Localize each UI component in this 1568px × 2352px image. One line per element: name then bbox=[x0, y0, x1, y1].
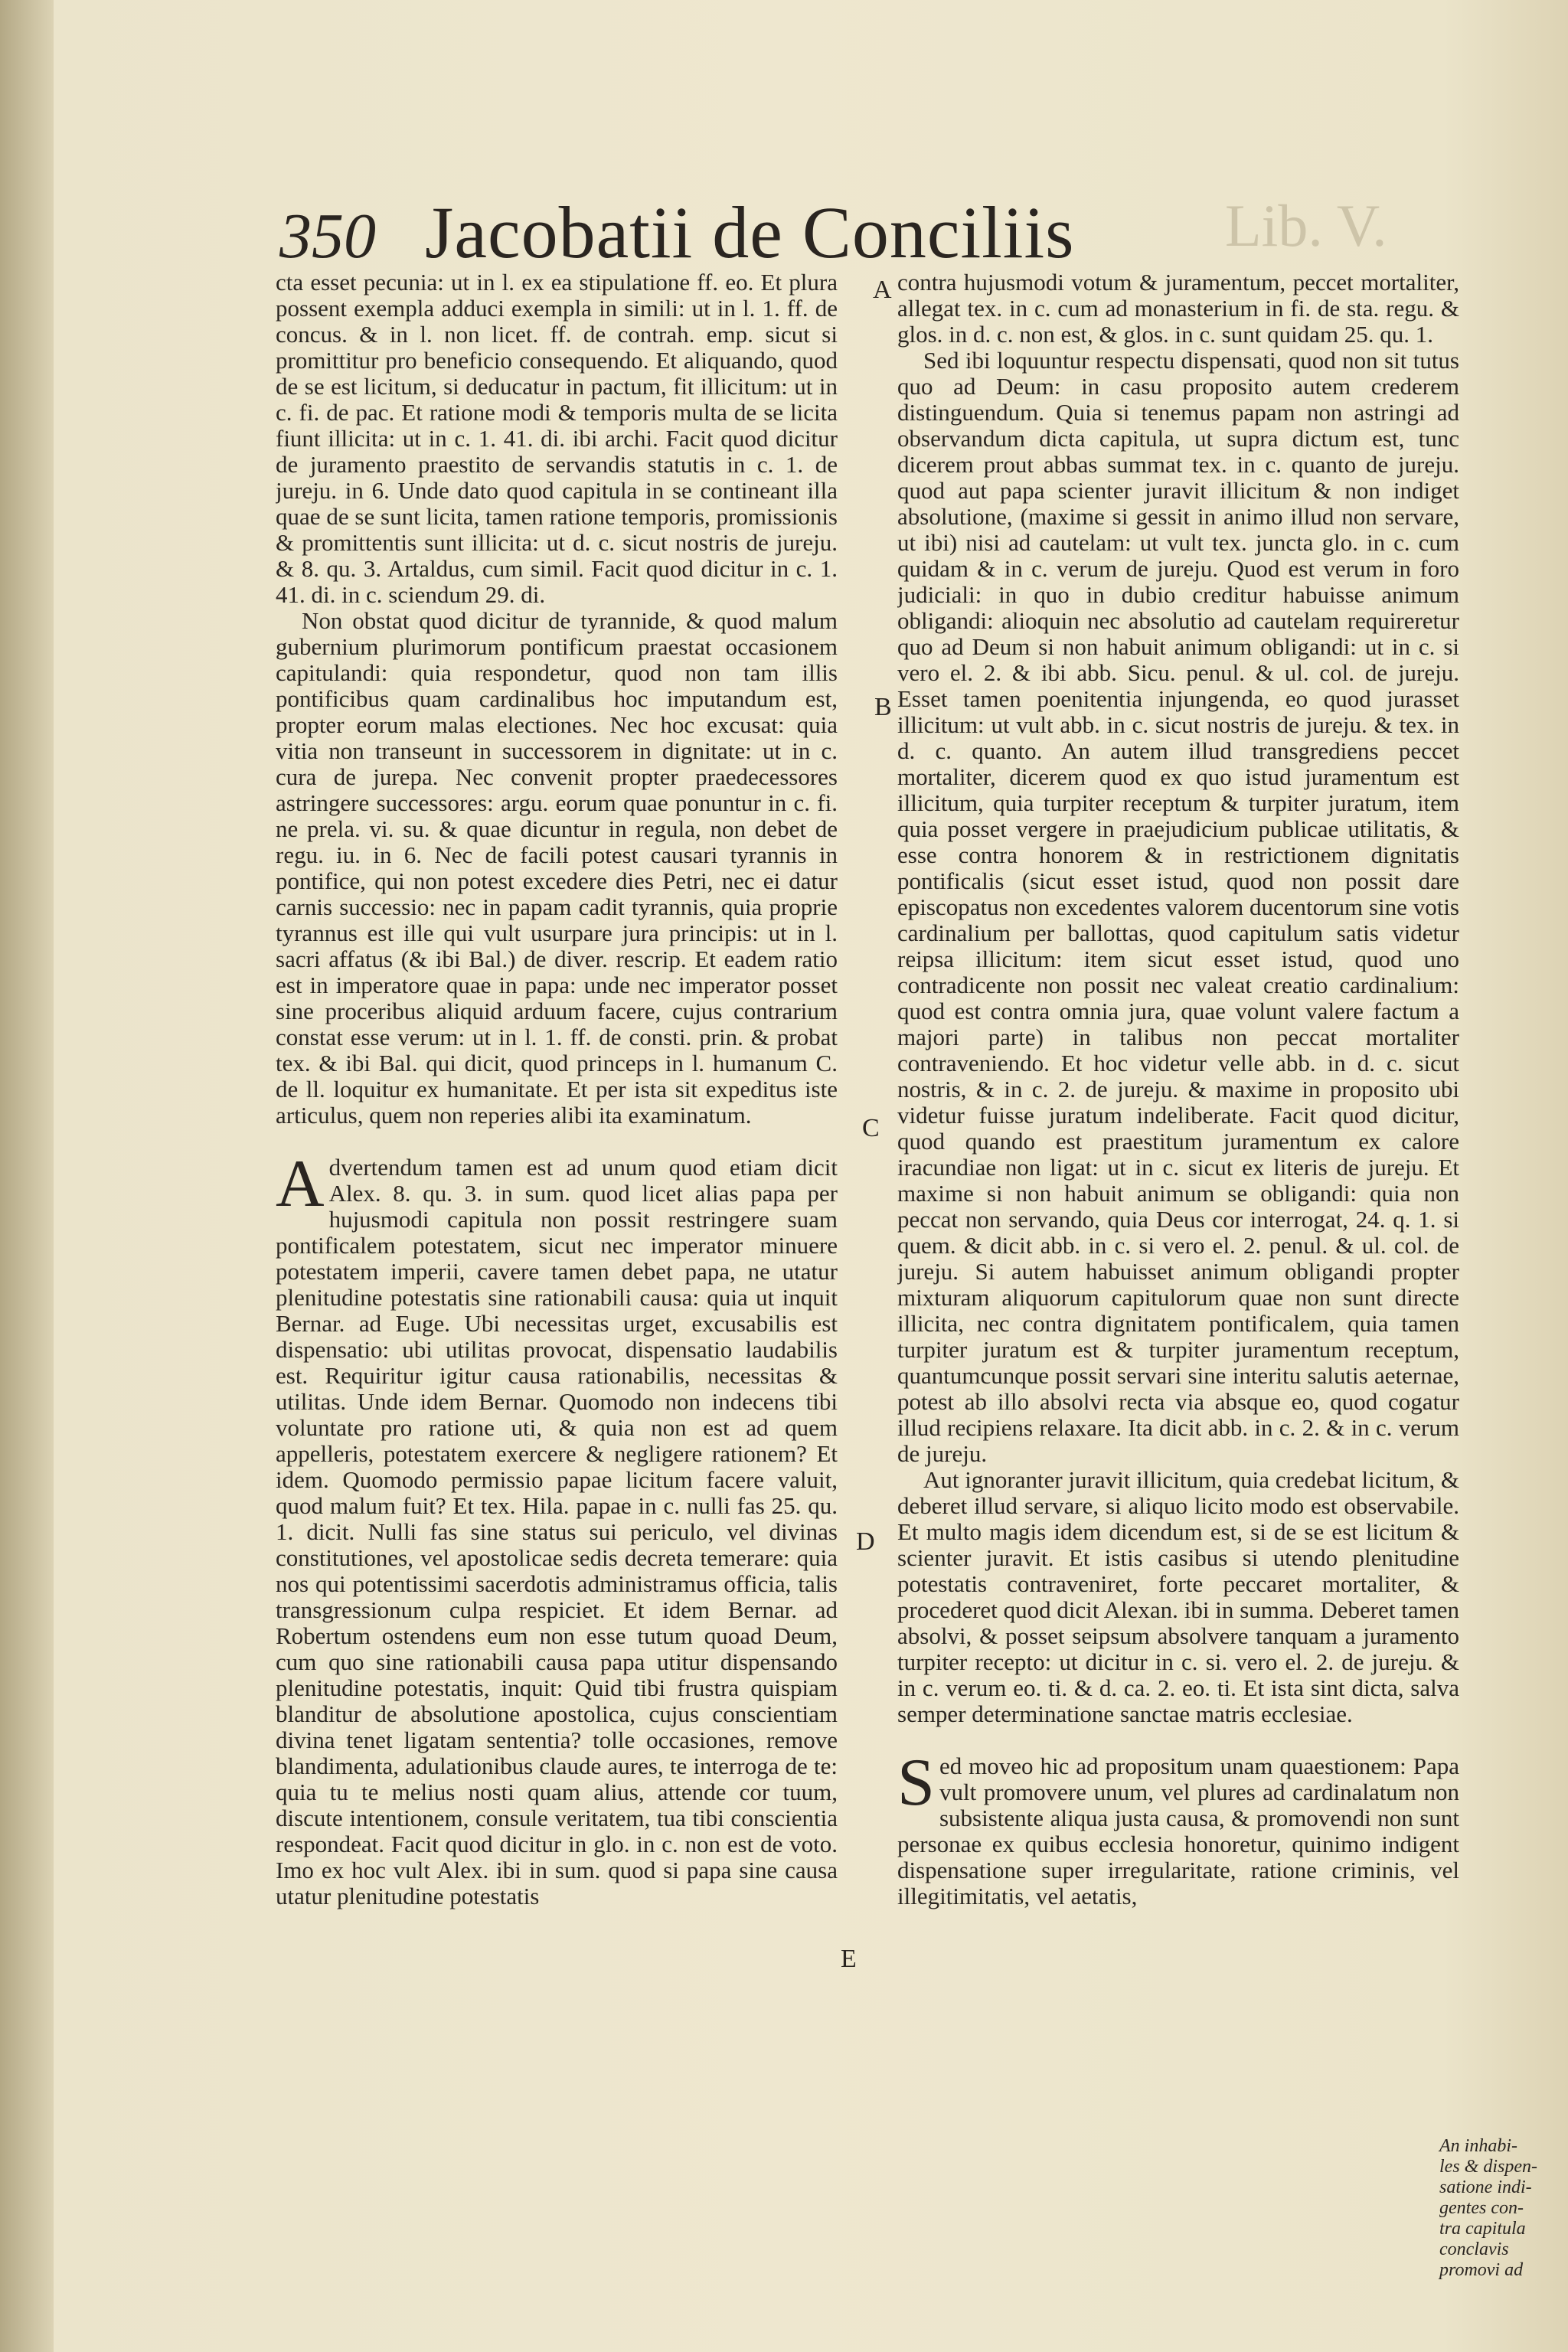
paragraph: Sed moveo hic ad propositum unam quaestionem: Papa vult promovere unum, vel plures ad cardinalatum non subsistente aliqua justa causa, & promovendi non sunt personae ex quibus ecclesia honoretur, quinimo indigent dispensatione super irregularitate, ratione criminis, vel illegitimitatis, vel aetatis, bbox=[897, 1746, 1459, 1909]
section-marker-c: C bbox=[862, 1114, 880, 1142]
section-marker-e: E bbox=[841, 1945, 857, 1973]
paragraph: Non obstat quod dicitur de tyrannide, & quod malum gubernium plurimorum pontificum praestat occasionem capitulandi: quia respondetur, quod non tam illis pontificibus quam cardinalibus hoc imputandum est, propter eorum malas electiones. Nec hoc excusat: quia vitia non transeunt in successorem in dignitate: ut in c. cura de jurepa. Nec convenit propter praedecessores astringere successores: argu. eorum quae ponuntur in c. fi. ne prela. vi. su. & quae dicuntur in regula, non debet de regu. iu. in 6. Nec de facili potest causari tyrannis in pontifice, qui non potest excedere dies Petri, nec ei datur carnis successio: nec in papam cadit tyrannis, quia proprie tyrannus est ille qui vult usurpare jura principis: ut in l. sacri affatus (& ibi Bal.) de diver. rescrip. Et eadem ratio est in imperatore quae in papa: unde nec imperator posset sine proceribus aliquid arduum facere, cujus contrarium constat esse verum: ut in l. 1. ff. de consti. prin. & probat tex. & ibi Bal. qui dicit, quod princeps in l. humanum C. de ll. loquitur ex humanitate. Et per ista sit expeditus iste articulus, quem non reperies alibi ita examinatum. bbox=[276, 607, 838, 1129]
section-marker-d: D bbox=[856, 1527, 875, 1556]
paragraph: Sed ibi loquuntur respectu dispensati, quod non sit tutus quo ad Deum: in casu proposito autem crederem distinguendum. Quia si tenemus papam non astringi ad observandum dicta capitula, ut supra dictum est, tunc dicerem prout abbas summat tex. in c. quanto de jureju. quod aut papa scienter juravit illicitum & non indiget absolutione, (maxime si gessit in animo illud non servare, ut ibi) nisi ad cautelam: ut vult tex. juncta glo. in c. cum quidam & in c. verum de jureju. Quod est verum in foro judiciali: in quo in dubio creditur habuisse animum obligandi: alioquin nec absolutio ad cautelam requireretur quo ad Deum si non habuit animum obligandi: ut in c. si vero el. 2. & ibi abb. Sicu. penul. & ul. col. de jureju. Esset tamen poenitentia injungenda, eo quod jurasset illicitum: ut vult abb. in c. sicut nostris de jureju. & tex. in d. c. quanto. An autem illud transgrediens peccet mortaliter, dicerem quod ex quo istud juramentum est illicitum, quia turpiter receptum & turpiter juratum, item quia posset vergere in praejudicium publicae utilitatis, & esse contra honorem & in restrictionem dignitatis pontificalis (sicut esset istud, quod non possit dare episcopatus non excedentes valorem ducentorum sine votis cardinalium per ballottas, quod capitulum satis videtur reipsa illicitum: item sicut esset istud, quod uno contradicente non possit nec valeat creatio cardinalium: quod est contra omnia jura, quae volunt valere factum a majori parte) in talibus non peccat mortaliter contraveniendo. Et hoc videtur velle abb. in d. c. sicut nostris, & in c. 2. de jureju. & maxime in proposito ubi videtur fuisse juratum indeliberate. Facit quod dicitur, quod quando est praestitum juramentum ex calore iracundiae non ligat: ut in c. sicut ex literis de jureju. Et maxime si non habuit animum se obligandi: quia non peccat non servando, quia Deus cor interrogat, 24. q. 1. si quem. & dicit abb. in c. si vero el. 2. penul. & ul. col. de jureju. Si autem habuisset animum obligandi propter mixturam aliquorum capitulorum quae non sunt directe illicita, nec contra dignitatem pontificalem, quia tamen turpiter juratum est & turpiter juramentum receptum, quantumcunque possit servari sine interitu salutis aeternae, potest ab illo absolvi recta via absque eo, quod cogatur illud recipiens relaxare. Ita dicit abb. in c. 2. & in c. verum de jureju. bbox=[897, 347, 1459, 1467]
margin-note-line: promovi ad bbox=[1439, 2260, 1524, 2280]
page-title: Jacobatii de Conciliis bbox=[425, 191, 1075, 273]
margin-note-line: gentes con- bbox=[1439, 2198, 1524, 2218]
margin-note-line: An inhabi- bbox=[1439, 2136, 1517, 2156]
paragraph: Advertendum tamen est ad unum quod etiam dicit Alex. 8. qu. 3. in sum. quod licet alias papa per hujusmodi capitula non possit restringere suam pontificalem potestatem, sicut nec imperator minuere potestatem imperii, cavere tamen debet papa, ne utatur plenitudine potestatis sine rationabili causa: quia ut inquit Bernar. ad Euge. Ubi necessitas urget, excusabilis est dispensatio: ubi utilitas provocat, dispensatio laudabilis est. Requiritur igitur causa rationabilis, necessitas & utilitas. Unde idem Bernar. Quomodo non indecens tibi voluntate pro ratione uti, & quia non est ad quem appelleris, potestatem exercere & negligere rationem? Et idem. Quomodo permissio papae licitum facere valuit, quod malum fuit? Et tex. Hila. papae in c. nulli fas 25. qu. 1. dicit. Nulli fas sine status sui periculo, vel divinas constitutiones, vel apostolicae sedis decreta temerare: quia nos qui potentissimi sacerdotis administramus officia, talis transgressionum culpa respiciet. Et idem Bernar. ad Robertum ostendens eum non esse tutum quoad Deum, cum quo sine rationabili causa papa utitur dispensando plenitudine potestatis, inquit: Quid tibi frustra quispiam blanditur de absolutione apostolica, cujus conscientiam divina tenet ligatam sententia? tolle occasiones, remove blandimenta, adulationibus claude aures, te interroga de te: quia tu te melius nosti quam alius, attende cor tuum, discute intentionem, consule veritatem, tua tibi conscientia respondeat. Facit quod dicitur in glo. in c. non est de voto. Imo ex hoc vult Alex. ibi in sum. quod si papa sine causa utatur plenitudine potestatis bbox=[276, 1147, 838, 1909]
section-marker-b: B bbox=[874, 693, 892, 721]
right-column bbox=[897, 270, 1459, 2306]
bleed-through-text: Lib. V. bbox=[1225, 192, 1387, 259]
paragraph: contra hujusmodi votum & juramentum, peccet mortaliter, allegat tex. in c. cum ad monasterium in fi. de sta. regu. & glos. in d. c. non est, & glos. in c. sunt quidam 25. qu. 1. bbox=[897, 270, 1459, 348]
running-header bbox=[279, 190, 1075, 282]
margin-note-line: les & dispen- bbox=[1439, 2157, 1537, 2177]
margin-note-line: satione indi- bbox=[1439, 2177, 1532, 2197]
margin-note bbox=[1439, 2136, 1554, 2281]
page-number: 350 bbox=[279, 201, 376, 272]
margin-note-line: conclavis bbox=[1439, 2239, 1509, 2259]
section-marker-a: A bbox=[873, 276, 892, 304]
book-gutter bbox=[0, 0, 54, 2352]
paragraph: cta esset pecunia: ut in l. ex ea stipulatione ff. eo. Et plura possent exempla adduci exempla in simili: ut in l. 1. ff. de concus. & in l. non licet. ff. de contrah. emp. sicut si promittitur pro beneficio consequendo. Et aliquando, quod de se est licitum, si deducatur in pactum, fit illicitum: ut in c. fi. de pac. Et ratione modi & temporis multa de se licita fiunt illicita: ut in c. 1. 41. di. ibi archi. Facit quod dicitur de juramento praestito de servandis statutis in c. 1. de jureju. in 6. Unde dato quod capitula in se contineant illa quae de se sunt licita, tamen ratione temporis, promissionis & promittentis sunt illicita: ut d. c. sicut nostris de jureju. & 8. qu. 3. Artaldus, cum simil. Facit quod dicitur in c. 1. 41. di. in c. sciendum 29. di. bbox=[276, 270, 838, 608]
margin-note-line: tra capitula bbox=[1439, 2219, 1526, 2239]
left-column bbox=[276, 270, 838, 2306]
paragraph: Aut ignoranter juravit illicitum, quia credebat licitum, & deberet illud servare, si aliquo licito modo est observabile. Et multo magis idem dicendum est, si de se est licitum & scienter juravit. Et istis casibus si utendo plenitudine potestatis contraveniret, forte peccaret mortaliter, & procederet quod dicit Alexan. ibi in summa. Deberet tamen absolvi, & posset seipsum absolvere tanquam a juramento turpiter recepto: ut dicitur in c. si. vero el. 2. de jureju. & in c. verum eo. ti. & d. ca. 2. eo. ti. Et ista sint dicta, salva semper determinatione sanctae matris ecclesiae. bbox=[897, 1466, 1459, 1727]
